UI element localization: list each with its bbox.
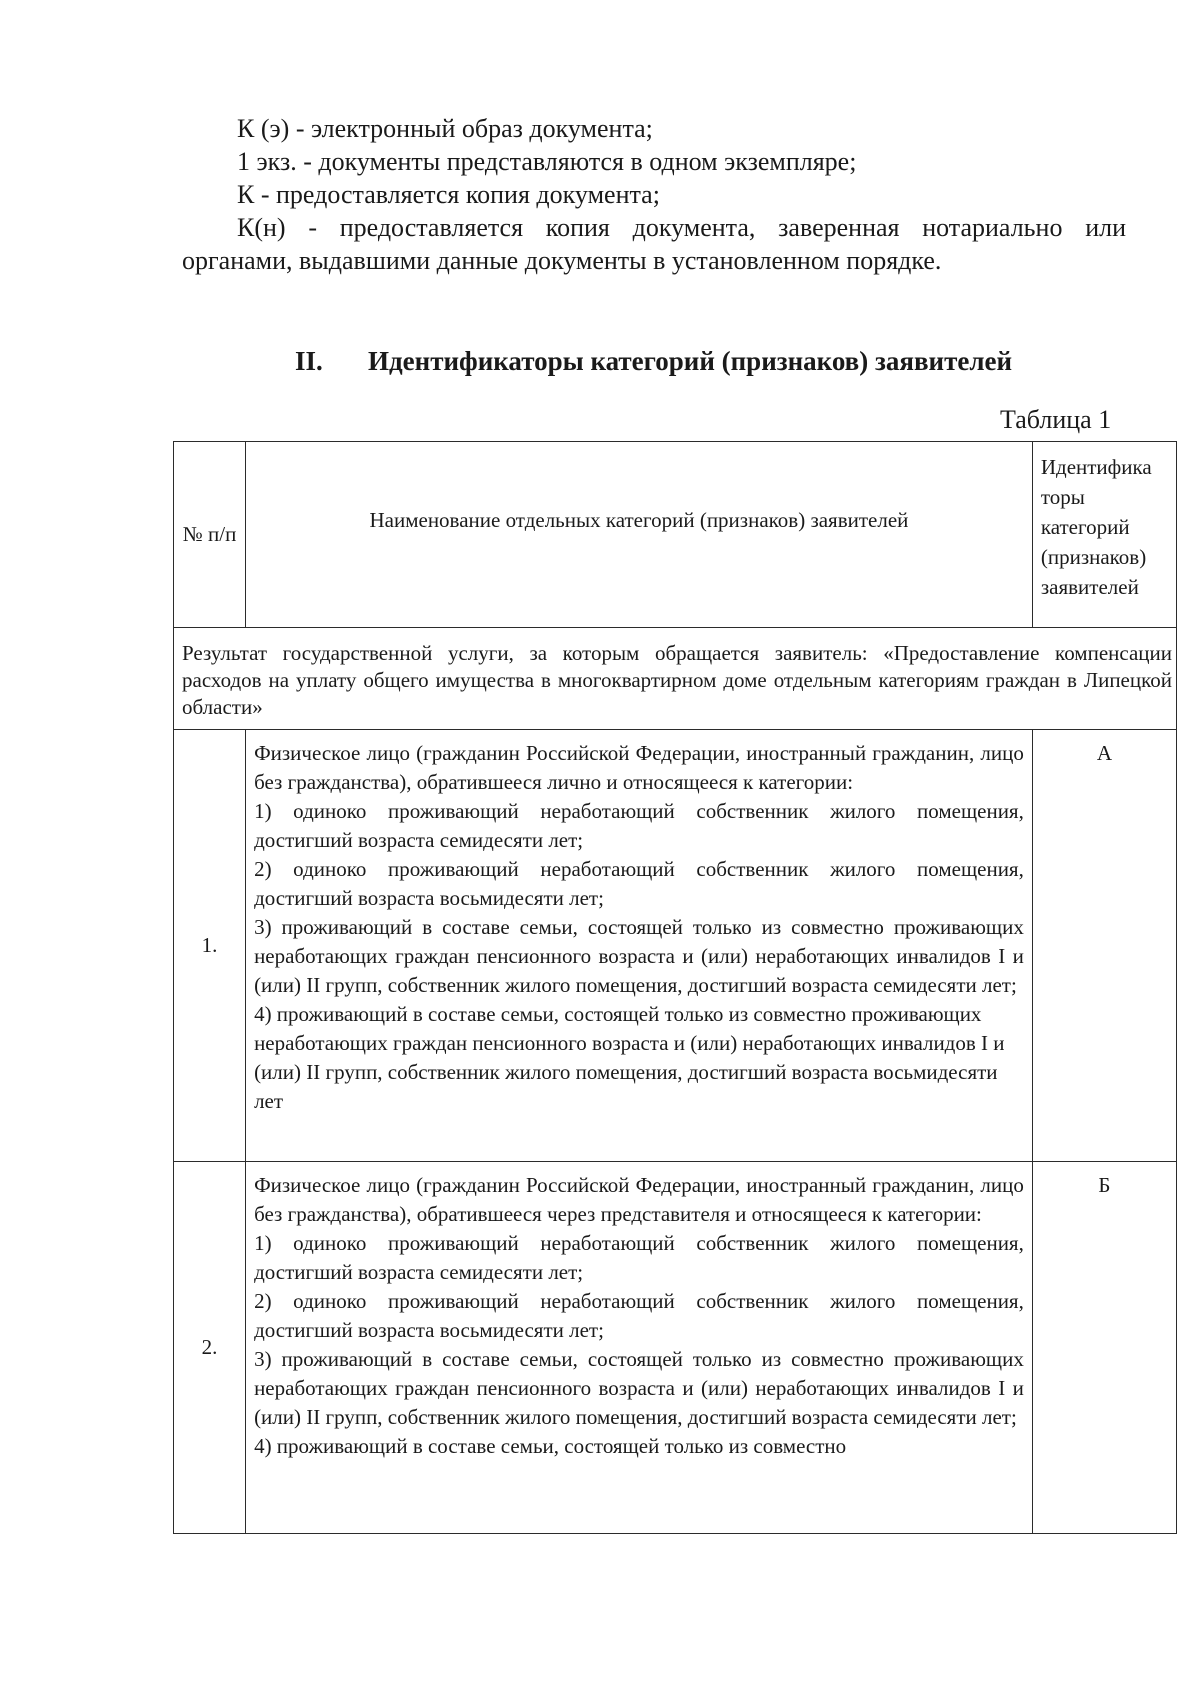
result-row <box>174 628 1177 730</box>
row-line: 3) проживающий в составе семьи, состоящей только из совместно проживающих неработающих граждан пенсионного возраста и (или) неработающих инвалидов I и (или) II групп, собственник жилого помещения, достигший возраста семидесяти лет; <box>254 1347 1024 1429</box>
row-line: 1) одиноко проживающий неработающий собственник жилого помещения, достигший возраста семидесяти лет; <box>254 799 1024 852</box>
row-number: 2. <box>174 1162 246 1534</box>
row-line: Физическое лицо (гражданин Российской Федерации, иностранный гражданин, лицо без гражданства), обратившееся лично и относящееся к категории: <box>254 741 1024 794</box>
header-name-text: Наименование отдельных категорий (признаков) заявителей <box>369 508 909 532</box>
legend-item: 1 экз. - документы представляются в одном экземпляре; <box>237 147 857 176</box>
result-cell: Результат государственной услуги, за которым обращается заявитель: «Предоставление компенсации расходов на уплату общего имущества в многоквартирном доме отдельным категориям граждан в Липецкой области» <box>174 628 1177 730</box>
row-identifier: А <box>1032 730 1176 1162</box>
section-title: Идентификаторы категорий (признаков) заявителей <box>368 346 1013 376</box>
row-line: 3) проживающий в составе семьи, состоящей только из совместно проживающих неработающих граждан пенсионного возраста и (или) неработающих инвалидов I и (или) II групп, собственник жилого помещения, достигший возраста семидесяти лет; <box>254 915 1024 997</box>
row-line: 4) проживающий в составе семьи, состоящей только из совместно проживающих неработающих граждан пенсионного возраста и (или) неработающих инвалидов I и (или) II групп, собственник жилого помещения, достигший возраста восьмидесяти лет <box>254 1002 1005 1113</box>
table-row <box>174 1162 1177 1534</box>
row-line: 2) одиноко проживающий неработающий собственник жилого помещения, достигший возраста восьмидесяти лет; <box>254 857 1024 910</box>
row-description <box>246 1162 1033 1534</box>
table-label: Таблица 1 <box>1000 405 1112 434</box>
row-line: 2) одиноко проживающий неработающий собственник жилого помещения, достигший возраста восьмидесяти лет; <box>254 1289 1024 1342</box>
header-num: № п/п <box>174 442 246 628</box>
section-heading <box>295 346 1012 377</box>
row-number: 1. <box>174 730 246 1162</box>
legend-block <box>182 112 1126 277</box>
row-identifier: Б <box>1032 1162 1176 1534</box>
table-header-row <box>174 442 1177 628</box>
header-id: Идентифика торы категорий (признаков) заявителей <box>1032 442 1176 628</box>
row-line: 1) одиноко проживающий неработающий собственник жилого помещения, достигший возраста семидесяти лет; <box>254 1231 1024 1284</box>
table-row <box>174 730 1177 1162</box>
legend-item: К - предоставляется копия документа; <box>237 180 660 209</box>
categories-table <box>173 441 1177 1534</box>
section-number: II. <box>295 346 323 376</box>
header-name <box>246 442 1033 628</box>
legend-item: К (э) - электронный образ документа; <box>237 114 653 143</box>
row-description <box>246 730 1033 1162</box>
row-line: Физическое лицо (гражданин Российской Федерации, иностранный гражданин, лицо без гражданства), обратившееся через представителя и относящееся к категории: <box>254 1173 1024 1226</box>
legend-item: К(н) - предоставляется копия документа, заверенная нотариально или органами, выдавшими данные документы в установленном порядке. <box>182 213 1126 275</box>
row-line: 4) проживающий в составе семьи, состоящей только из совместно <box>254 1434 847 1458</box>
